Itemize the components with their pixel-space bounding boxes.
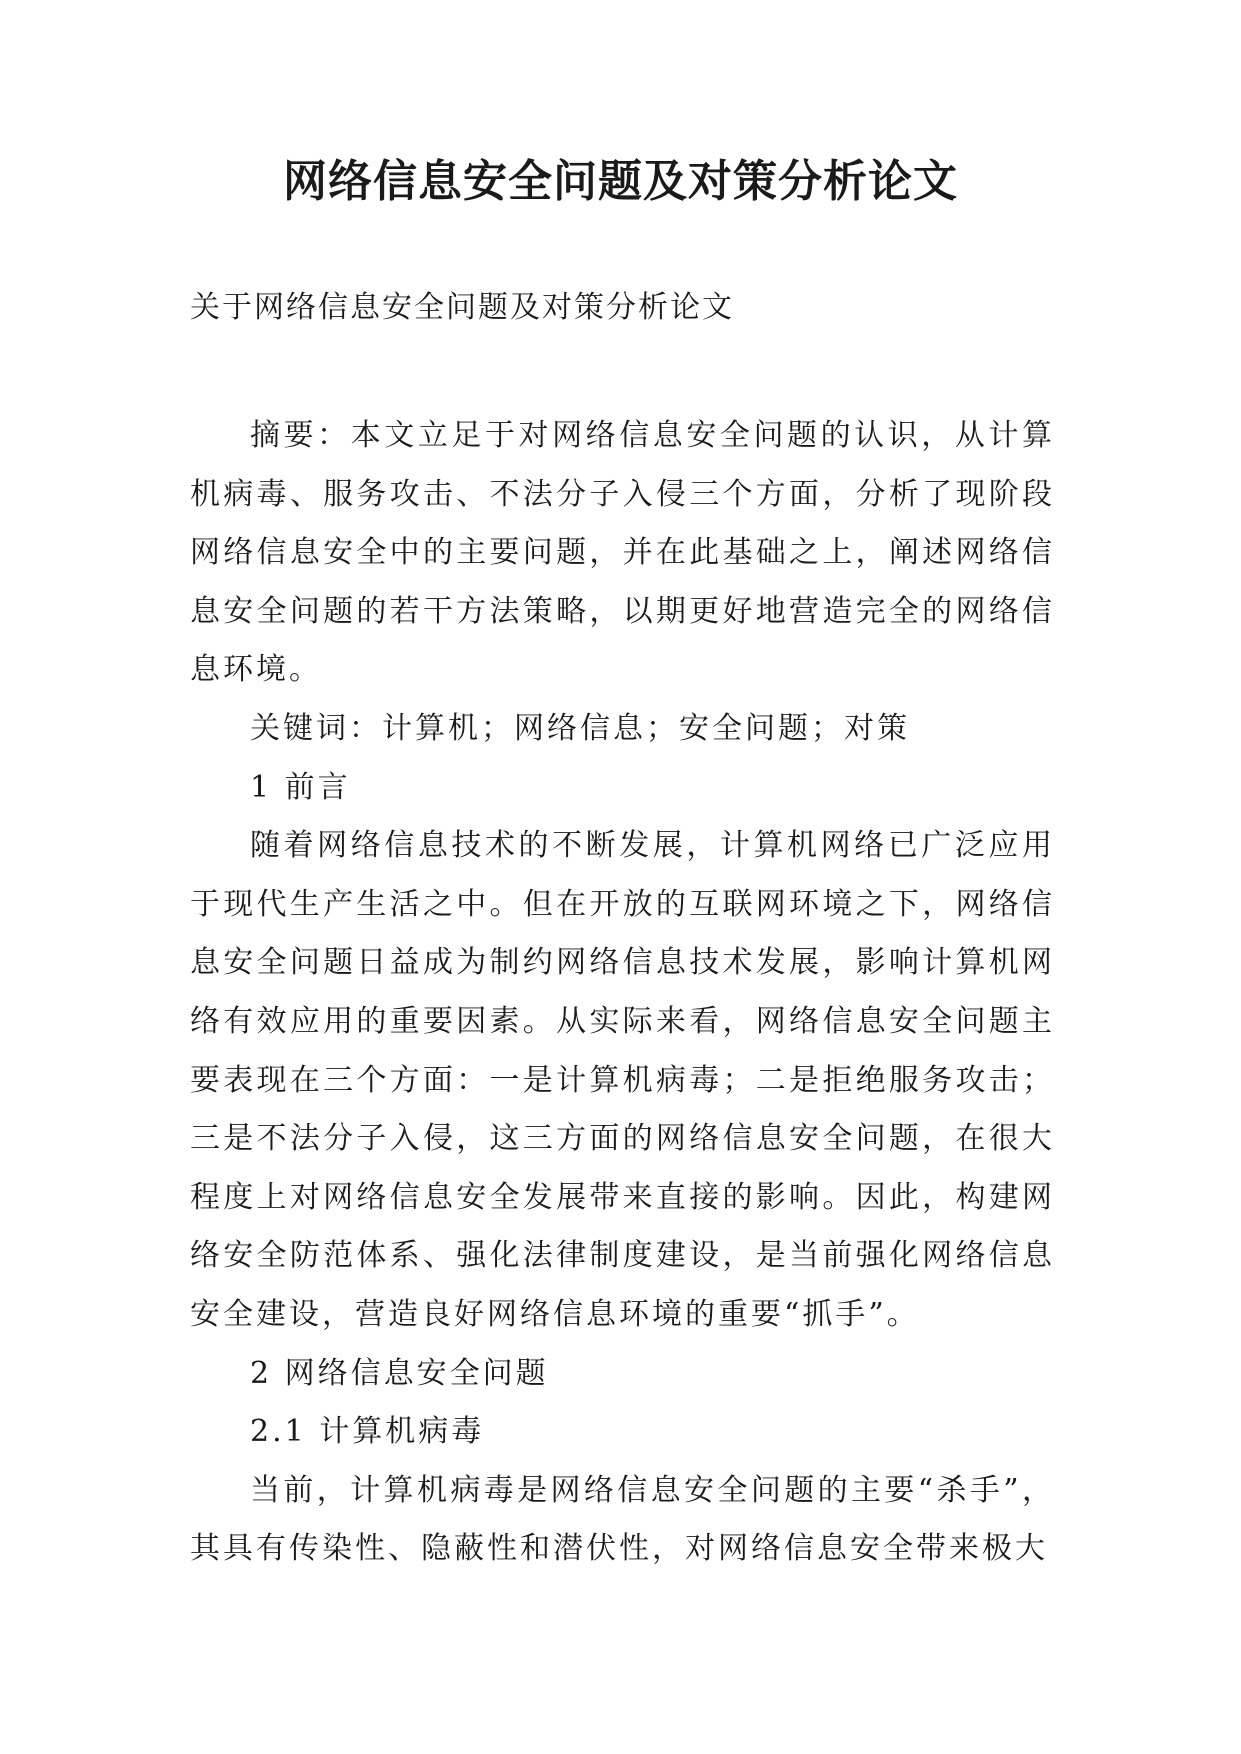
section-1-paragraph: 随着网络信息技术的不断发展，计算机网络已广泛应用于现代生产生活之中。但在开放的互联网环境之下，网络信息安全问题日益成为制约网络信息技术发展，影响计算机网络有效应用的重要因素。从实际来看，网络信息安全问题主要表现在三个方面：一是计算机病毒；二是拒绝服务攻击；三是不法分子入侵，这三方面的网络信息安全问题，在很大程度上对网络信息安全发展带来直接的影响。因此，构建网络安全防范体系、强化法律制度建设，是当前强化网络信息安全建设，营造良好网络信息环境的重要“抓手”。 [190,828,1055,1332]
document-title: 网络信息安全问题及对策分析论文 [283,156,958,207]
section-heading-2-1: 2.1 计算机病毒 [250,1414,485,1450]
document-subtitle: 关于网络信息安全问题及对策分析论文 [190,290,734,325]
section-heading-2: 2 网络信息安全问题 [250,1355,549,1391]
section-2-1-paragraph: 当前，计算机病毒是网络信息安全问题的主要“杀手”，其具有传染性、隐蔽性和潜伏性，对网络信息安全带来极大 [190,1472,1055,1567]
keywords-paragraph: 关键词：计算机；网络信息；安全问题；对策 [250,710,910,746]
abstract-paragraph: 摘要：本文立足于对网络信息安全问题的认识，从计算机病毒、服务攻击、不法分子入侵三个方面，分析了现阶段网络信息安全中的主要问题，并在此基础之上，阐述网络信息安全问题的若干方法策略，以期更好地营造完全的网络信息环境。 [190,418,1055,688]
document-body [190,407,1055,1579]
section-heading-1: 1 前言 [250,769,351,805]
